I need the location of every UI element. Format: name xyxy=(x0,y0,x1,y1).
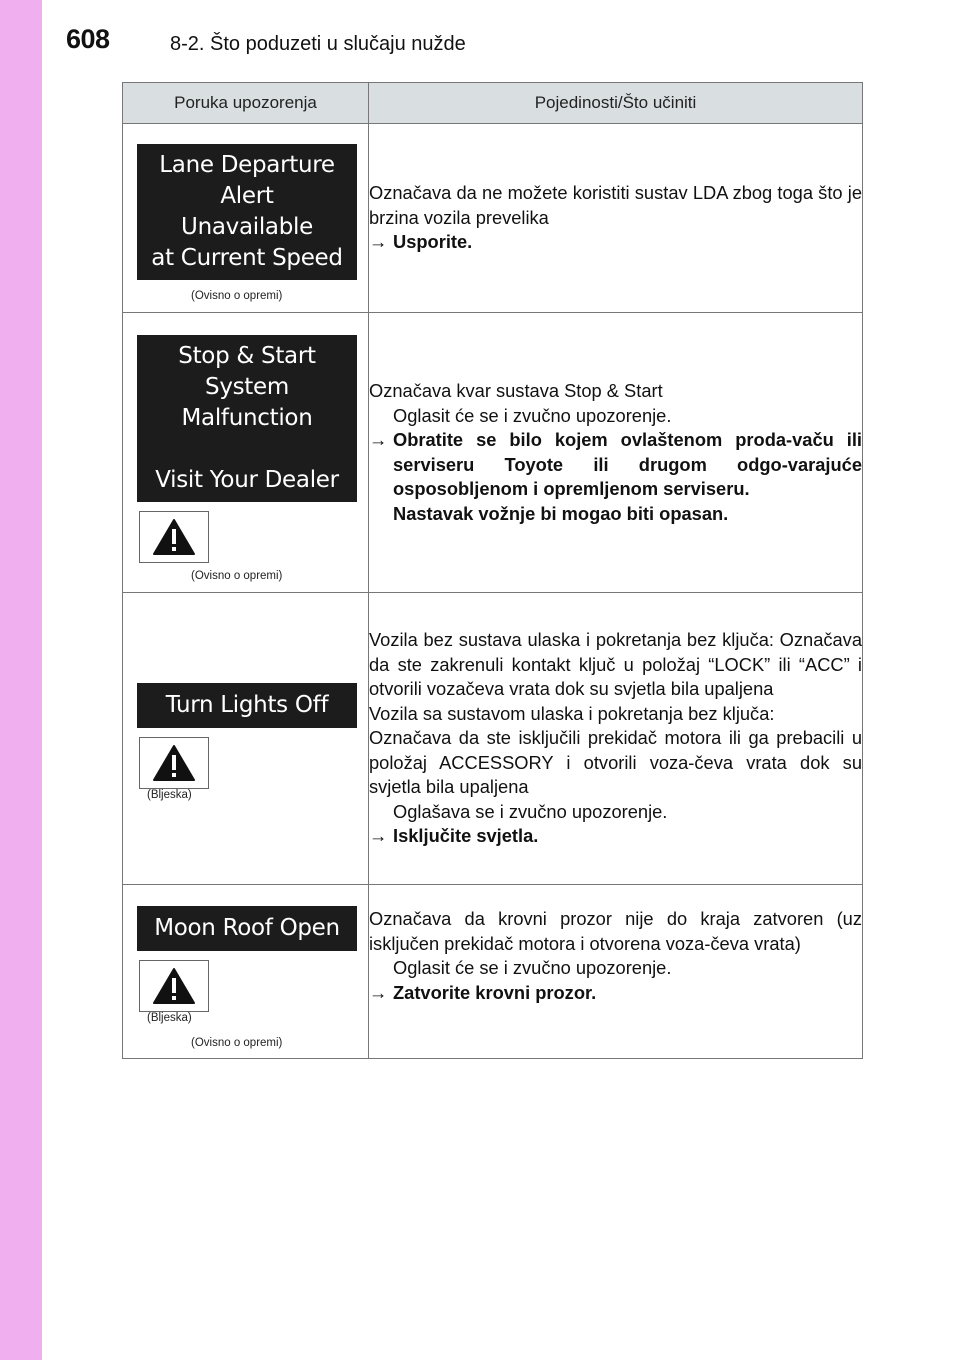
description-text: Vozila bez sustava ulaska i pokretanja bez ključa: Označava da ste zakrenuli kontakt ključ u položaj “LOCK” ili “ACC” i otvorili vozačeva vrata dok su svjetla bila upaljena xyxy=(369,629,862,700)
stop-start-display: Stop & Start System Malfunction Visit Your Dealer xyxy=(137,335,357,502)
flash-note: (Bljeska) xyxy=(147,1012,192,1024)
table-row xyxy=(123,885,863,1059)
header-warning-message: Poruka upozorenja xyxy=(123,83,369,124)
description-text: Označava kvar sustava Stop & Start xyxy=(369,380,663,401)
sub-text: Oglasit će se i zvučno upozorenje. xyxy=(393,404,672,426)
table-header-row xyxy=(123,83,863,124)
description-text: Označava da krovni prozor nije do kraja zatvoren (uz isključen prekidač motora i otvorena voza-čeva vrata) xyxy=(369,908,862,954)
lane-departure-display: Lane Departure Alert Unavailable at Current Speed xyxy=(137,144,357,280)
right-arrow-icon: → xyxy=(369,981,388,1003)
equipment-note: (Ovisno o opremi) xyxy=(191,290,283,302)
warning-triangle-icon xyxy=(139,511,209,563)
flash-note: (Bljeska) xyxy=(147,789,192,801)
right-arrow-icon: → xyxy=(369,231,388,253)
section-title: 8-2. Što poduzeti u slučaju nužde xyxy=(170,33,466,55)
equipment-note: (Ovisno o opremi) xyxy=(191,1037,283,1049)
action-text: → Isključite svjetla. xyxy=(369,824,862,849)
details-cell xyxy=(369,313,863,593)
message-cell xyxy=(123,593,369,885)
message-cell xyxy=(123,885,369,1059)
table-row xyxy=(123,124,863,313)
message-cell xyxy=(123,313,369,593)
details-cell xyxy=(369,124,863,313)
action-text: → Usporite. xyxy=(369,230,862,255)
action-text: → Obratite se bilo kojem ovlaštenom proda-vaču ili serviseru Toyote ili drugom odgo-varajuće osposobljenom i opremljenom serviseru. xyxy=(369,429,862,499)
table-row xyxy=(123,313,863,593)
page-number: 608 xyxy=(66,24,110,54)
description-text: Vozila sa sustavom ulaska i pokretanja bez ključa: xyxy=(369,702,775,724)
message-cell xyxy=(123,124,369,313)
moon-roof-open-display: Moon Roof Open xyxy=(137,906,357,951)
warning-triangle-icon xyxy=(139,737,209,789)
details-cell xyxy=(369,593,863,885)
action-text: → Zatvorite krovni prozor. xyxy=(369,981,862,1006)
table-row xyxy=(123,593,863,885)
section-tab-sidebar xyxy=(0,0,42,1360)
warning-table xyxy=(122,82,863,1059)
description-text: Označava da ste isključili prekidač motora ili ga prebacili u položaj ACCESSORY i otvorili voza-čeva vrata dok su svjetla bila upaljena xyxy=(369,727,862,798)
warning-triangle-icon xyxy=(139,960,209,1012)
equipment-note: (Ovisno o opremi) xyxy=(191,570,283,582)
action-warning-text: Nastavak vožnje bi mogao biti opasan. xyxy=(393,502,729,524)
right-arrow-icon: → xyxy=(369,429,388,450)
sub-text: Oglašava se i zvučno upozorenje. xyxy=(393,800,668,822)
sub-text: Oglasit će se i zvučno upozorenje. xyxy=(393,957,672,978)
right-arrow-icon: → xyxy=(369,825,388,847)
header-details: Pojedinosti/Što učiniti xyxy=(369,83,863,124)
turn-lights-off-display: Turn Lights Off xyxy=(137,683,357,728)
description-text: Označava da ne možete koristiti sustav LDA zbog toga što je brzina vozila prevelika xyxy=(369,182,862,228)
details-cell xyxy=(369,885,863,1059)
